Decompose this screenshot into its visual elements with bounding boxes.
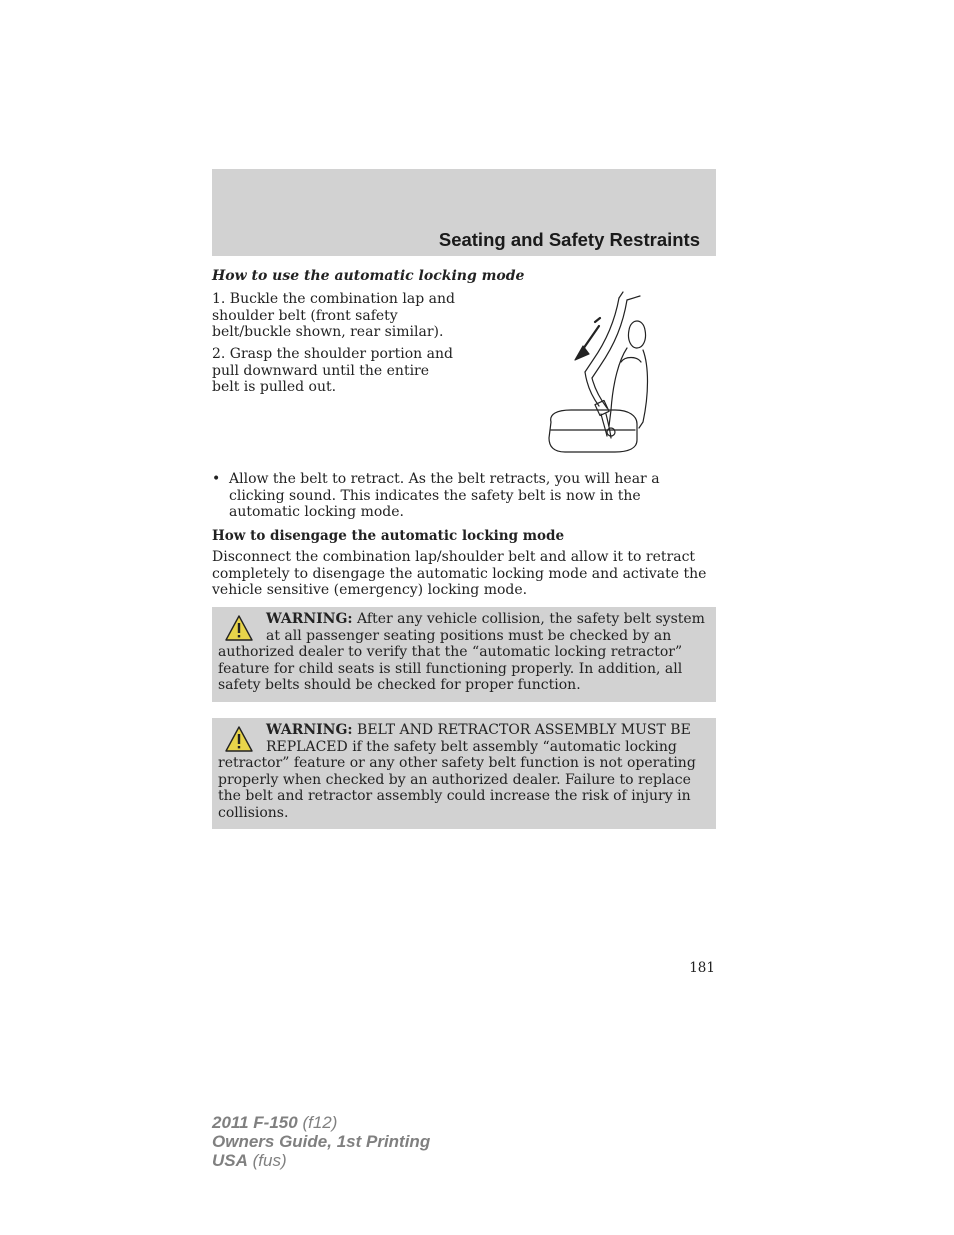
disengage-heading: How to disengage the automatic locking mode	[212, 528, 565, 544]
footer-model: 2011 F-150	[212, 1113, 298, 1132]
auto-locking-heading: How to use the automatic locking mode	[212, 268, 525, 284]
footer-market: USA	[212, 1151, 248, 1170]
footer-model-code: (f12)	[302, 1113, 338, 1132]
footer-guide: Owners Guide, 1st Printing	[212, 1132, 431, 1151]
section-header-band	[212, 169, 716, 256]
seat-belt-illustration-icon	[545, 290, 660, 458]
warning-box-1	[212, 607, 716, 702]
warning-box-2	[212, 718, 716, 829]
bullet-item	[212, 471, 712, 521]
bullet-dot: •	[212, 471, 221, 487]
page-number: 181	[689, 960, 715, 976]
step-2-text: 2. Grasp the shoulder portion and pull downward until the entire belt is pulled out.	[212, 346, 453, 395]
footer-info	[212, 1113, 430, 1170]
warning-text: After any vehicle collision, the safety belt system at all passenger seating positions must be checked by an authorized dealer to verify that the “automatic locking retractor” feature for child seats is still functioning properly. In addition, all safety belts should be checked for proper function.	[218, 611, 705, 693]
warning-label: WARNING:	[266, 722, 353, 738]
step-1-text: 1. Buckle the combination lap and shoulder belt (front safety belt/buckle shown, rear similar).	[212, 291, 455, 340]
section-title: Seating and Safety Restraints	[438, 229, 700, 250]
disengage-paragraph: Disconnect the combination lap/shoulder belt and allow it to retract completely to disengage the automatic locking mode and activate the vehicle sensitive (emergency) locking mode.	[212, 549, 707, 598]
footer-market-code: (fus)	[252, 1151, 287, 1170]
warning-text: BELT AND RETRACTOR ASSEMBLY MUST BE REPLACED if the safety belt assembly “automatic locking retractor” feature or any other safety belt function is not operating properly when checked by an authorized dealer. Failure to replace the belt and retractor assembly could increase the risk of injury in collisions.	[218, 722, 696, 821]
warning-triangle-icon	[224, 725, 254, 753]
bullet-text: Allow the belt to retract. As the belt retracts, you will hear a clicking sound. This indicates the safety belt is now in the automatic locking mode.	[229, 471, 660, 520]
warning-triangle-icon	[224, 614, 254, 642]
warning-label: WARNING:	[266, 611, 353, 627]
